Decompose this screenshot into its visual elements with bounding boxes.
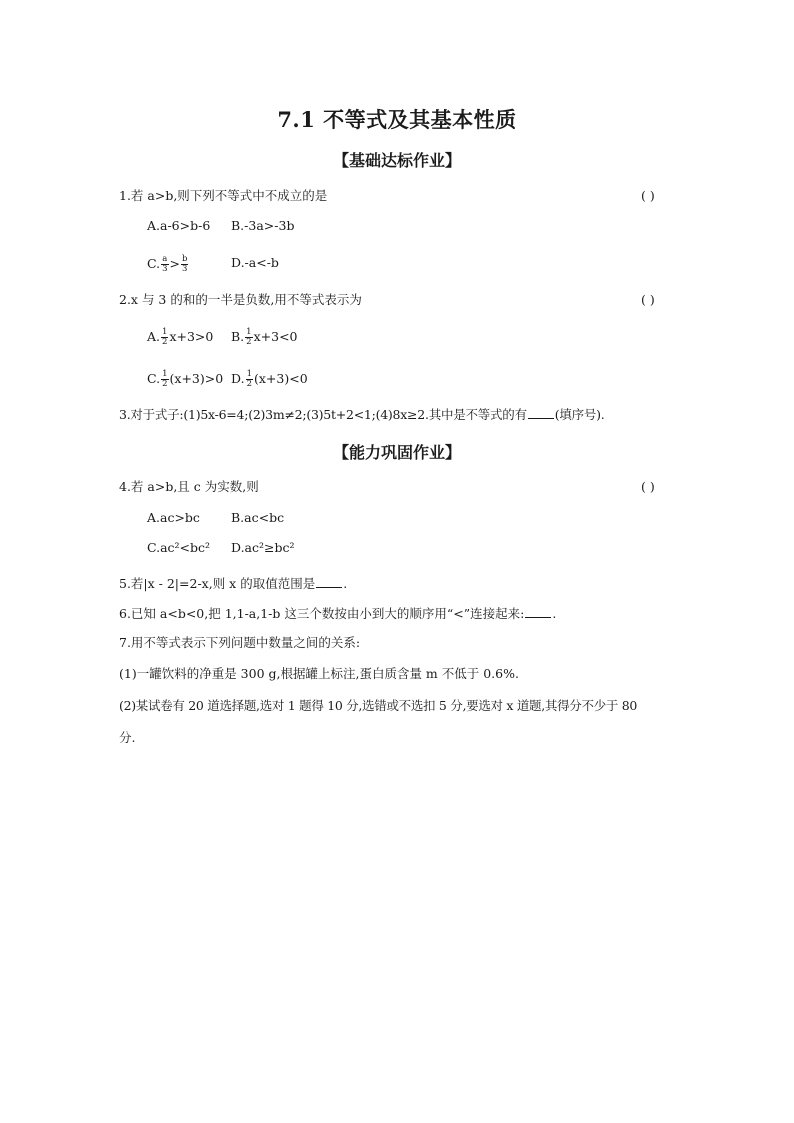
question-6-tail: . [552,606,557,621]
question-2-stem: 2.x 与 3 的和的一半是负数,用不等式表示为 [119,292,362,307]
fraction-one-half [161,370,168,389]
page-title: 7.1 不等式及其基本性质 [277,107,517,132]
answer-blank [316,575,342,588]
question-6 [119,605,556,622]
q1-option-b: B.-3a>-3b [231,218,295,233]
q2-option-c-prefix: C. [147,371,161,386]
fraction-denominator: 2 [246,379,252,389]
question-1-stem: 1.若 a>b,则下列不等式中不成立的是 [119,188,328,203]
q2-option-b-rest: x+3<0 [253,329,298,344]
fraction-b-over-3 [181,255,188,274]
section-heading-advanced: 【能力巩固作业】 [332,443,461,462]
answer-parentheses-2: ( ) [641,292,655,307]
fraction-denominator: 3 [162,264,168,274]
q1-option-a: A.a-6>b-6 [147,218,211,233]
question-7-part-1: (1)一罐饮料的净重是 300 g,根据罐上标注,蛋白质含量 m 不低于 0.6%. [119,666,519,681]
q1-option-c-prefix: C. [147,256,161,271]
question-3-stem: 3.对于式子:(1)5x-6=4;(2)3m≠2;(3)5t+2<1;(4)8x≥2.其中是不等式的有 [119,407,527,422]
q2-option-b-prefix: B. [231,329,245,344]
q4-option-a: A.ac>bc [147,510,200,525]
question-5-stem: 5.若|x - 2|=2-x,则 x 的取值范围是 [119,576,316,591]
q4-option-c: C.ac²<bc² [147,540,211,555]
fraction-a-over-3 [161,255,168,274]
q2-option-a-rest: x+3>0 [169,329,214,344]
section-heading-basic: 【基础达标作业】 [332,151,461,170]
question-7-part-2-line-1: (2)某试卷有 20 道选择题,选对 1 题得 10 分,选错或不选扣 5 分,要选对 x 道题,其得分不少于 80 [119,698,638,713]
question-3-tail: (填序号). [554,407,605,422]
fraction-one-half [245,328,252,347]
fraction-denominator: 2 [246,337,252,347]
answer-parentheses-1: ( ) [641,188,655,203]
q2-option-a-prefix: A. [147,329,161,344]
question-7-part-2-line-2: 分. [119,730,136,745]
q4-option-d: D.ac²≥bc² [231,540,295,555]
fraction-denominator: 3 [182,264,188,274]
answer-blank [525,605,551,618]
q2-option-d-prefix: D. [231,371,245,386]
q2-option-a [147,328,213,347]
fraction-numerator: b [182,254,188,264]
q2-option-b [231,328,298,347]
question-7-stem: 7.用不等式表示下列问题中数量之间的关系: [119,635,361,650]
fraction-numerator: 1 [162,369,168,379]
fraction-numerator: 1 [246,327,252,337]
q4-option-b: B.ac<bc [231,510,285,525]
question-6-stem: 6.已知 a<b<0,把 1,1-a,1-b 这三个数按由小到大的顺序用“<”连接起来: [119,606,525,621]
fraction-denominator: 2 [162,337,168,347]
fraction-denominator: 2 [162,379,168,389]
q2-option-c [147,370,223,389]
fraction-numerator: a [162,254,168,264]
q1-option-c [147,255,189,274]
fraction-numerator: 1 [246,369,252,379]
fraction-one-half [246,370,253,389]
question-5 [119,575,347,592]
answer-parentheses-4: ( ) [641,479,655,494]
q1-option-c-operator: > [169,256,180,271]
question-5-tail: . [343,576,348,591]
question-3 [119,406,604,423]
q2-option-d [231,370,308,389]
fraction-one-half [161,328,168,347]
q2-option-d-rest: (x+3)<0 [253,371,308,386]
fraction-numerator: 1 [162,327,168,337]
answer-blank [528,406,554,419]
q1-option-d: D.-a<-b [231,255,279,270]
question-4-stem: 4.若 a>b,且 c 为实数,则 [119,479,259,494]
q2-option-c-rest: (x+3)>0 [169,371,224,386]
